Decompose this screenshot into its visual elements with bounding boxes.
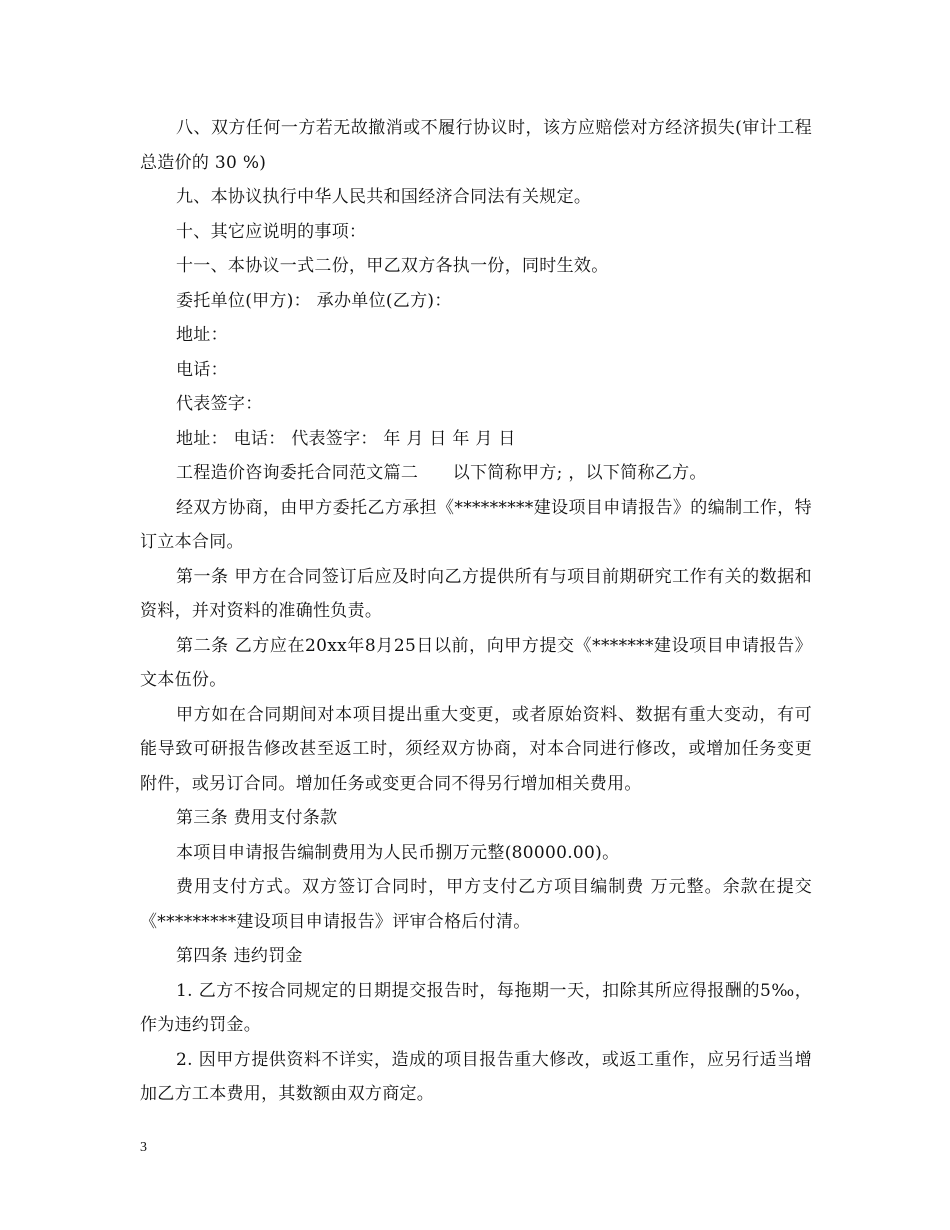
paragraph: 第三条 费用支付条款	[176, 808, 338, 828]
paragraph: 工程造价咨询委托合同范文篇二 以下简称甲方; ，以下简称乙方。	[176, 463, 707, 483]
document-body	[140, 111, 812, 1112]
paragraph: 九、本协议执行中华人民共和国经济合同法有关规定。	[176, 187, 592, 207]
paragraph: 第一条 甲方在合同签订后应及时向乙方提供所有与项目前期研究工作有关的数据和资料，并对资料的准确性负责。	[140, 566, 812, 621]
paragraph: 地址：	[176, 325, 228, 345]
paragraph: 第四条 违约罚金	[176, 946, 303, 966]
page-number: 3	[140, 1140, 147, 1155]
paragraph: 代表签字：	[176, 394, 263, 414]
paragraph: 委托单位(甲方)： 承办单位(乙方)：	[176, 290, 452, 311]
paragraph: 十一、本协议一式二份，甲乙双方各执一份，同时生效。	[176, 256, 609, 276]
paragraph: 电话：	[176, 359, 228, 380]
paragraph: 甲方如在合同期间对本项目提出重大变更，或者原始资料、数据有重大变动，有可能导致可研报告修改甚至返工时，须经双方协商，对本合同进行修改，或增加任务变更附件，或另订合同。增加任务或变更合同不得另行增加相关费用。	[140, 704, 812, 794]
paragraph: 1. 乙方不按合同规定的日期提交报告时，每拖期一天，扣除其所应得报酬的5‰，作为违约罚金。	[140, 980, 812, 1035]
paragraph: 经双方协商，由甲方委托乙方承担《*********建设项目申请报告》的编制工作，特订立本合同。	[140, 497, 812, 552]
paragraph: 费用支付方式。双方签订合同时，甲方支付乙方项目编制费 万元整。余款在提交《*********建设项目申请报告》评审合格后付清。	[140, 877, 812, 932]
paragraph: 2. 因甲方提供资料不详实，造成的项目报告重大修改，或返工重作，应另行适当增加乙方工本费用，其数额由双方商定。	[140, 1049, 812, 1104]
paragraph: 地址： 电话： 代表签字： 年 月 日 年 月 日	[176, 428, 516, 449]
paragraph: 第二条 乙方应在20xx年8月25日以前，向甲方提交《*******建设项目申请报告》文本伍份。	[140, 635, 812, 690]
paragraph: 十、其它应说明的事项：	[176, 221, 367, 242]
paragraph: 本项目申请报告编制费用为人民币捌万元整(80000.00)。	[176, 842, 620, 863]
paragraph: 八、双方任何一方若无故撤消或不履行协议时，该方应赔偿对方经济损失(审计工程总造价的 30 %)	[140, 118, 812, 173]
